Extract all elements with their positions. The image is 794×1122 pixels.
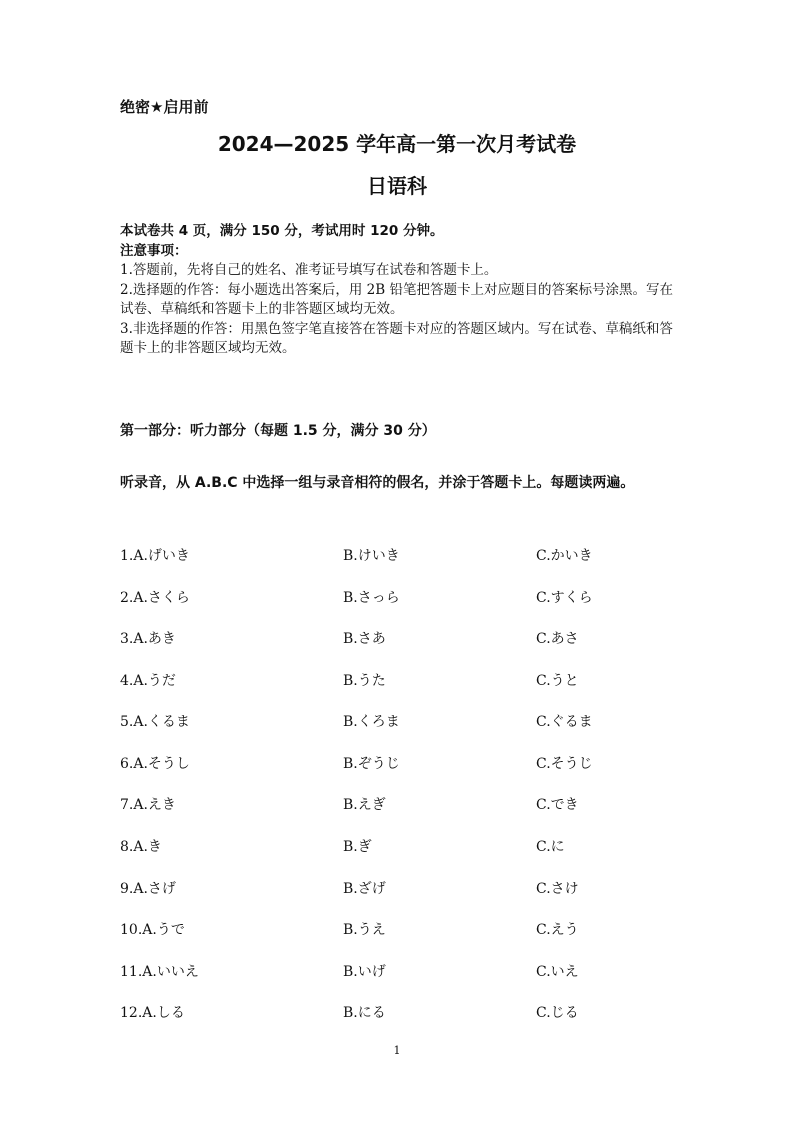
option-c: C.すくら bbox=[536, 590, 593, 606]
question-row bbox=[120, 961, 680, 985]
option-b: B.さあ bbox=[343, 631, 386, 647]
option-b: B.けいき bbox=[343, 548, 400, 564]
option-c: C.でき bbox=[536, 797, 579, 813]
option-c: C.そうじ bbox=[536, 756, 593, 772]
option-b: B.ぞうじ bbox=[343, 756, 400, 772]
exam-summary: 本试卷共 4 页，满分 150 分，考试用时 120 分钟。 bbox=[120, 223, 444, 239]
option-b: B.いげ bbox=[343, 964, 386, 980]
option-a: 6.A.そうし bbox=[120, 756, 190, 772]
exam-info bbox=[120, 222, 680, 359]
option-c: C.いえ bbox=[536, 964, 579, 980]
option-c: C.うと bbox=[536, 673, 579, 689]
option-a: 3.A.あき bbox=[120, 631, 176, 647]
option-c: C.じる bbox=[536, 1005, 579, 1021]
option-b: B.くろま bbox=[343, 714, 400, 730]
option-a: 11.A.いいえ bbox=[120, 964, 199, 980]
option-b: B.うた bbox=[343, 673, 386, 689]
option-c: C.えう bbox=[536, 922, 579, 938]
question-row bbox=[120, 670, 680, 694]
option-b: B.さっら bbox=[343, 590, 400, 606]
option-a: 5.A.くるま bbox=[120, 714, 190, 730]
option-a: 8.A.き bbox=[120, 839, 162, 855]
question-row bbox=[120, 753, 680, 777]
question-row bbox=[120, 587, 680, 611]
option-c: C.ぐるま bbox=[536, 714, 593, 730]
option-a: 7.A.えき bbox=[120, 797, 176, 813]
option-a: 12.A.しる bbox=[120, 1005, 185, 1021]
option-a: 2.A.さくら bbox=[120, 590, 190, 606]
question-row bbox=[120, 836, 680, 860]
note-item: 1.答题前，先将自己的姓名、准考证号填写在试卷和答题卡上。 bbox=[120, 262, 498, 278]
option-b: B.うえ bbox=[343, 922, 386, 938]
option-b: B.ぎ bbox=[343, 839, 372, 855]
question-row bbox=[120, 878, 680, 902]
option-c: C.さけ bbox=[536, 881, 579, 897]
question-row bbox=[120, 1002, 680, 1026]
option-b: B.ざげ bbox=[343, 881, 386, 897]
question-row bbox=[120, 545, 680, 569]
secret-mark: 绝密★启用前 bbox=[120, 98, 209, 116]
option-c: C.かいき bbox=[536, 548, 593, 564]
option-a: 1.A.げいき bbox=[120, 548, 190, 564]
question-row bbox=[120, 794, 680, 818]
option-a: 4.A.うだ bbox=[120, 673, 176, 689]
notes-title: 注意事项： bbox=[120, 242, 188, 259]
note-item: 3.非选择题的作答：用黑色签字笔直接答在答题卡对应的答题区域内。写在试卷、草稿纸和答题卡上的非答题区域均无效。 bbox=[120, 320, 673, 356]
section-instruction: 听录音，从 A.B.C 中选择一组与录音相符的假名，并涂于答题卡上。每题读两遍。 bbox=[120, 475, 635, 491]
option-c: C.あさ bbox=[536, 631, 579, 647]
option-a: 9.A.さげ bbox=[120, 881, 176, 897]
option-b: B.にる bbox=[343, 1005, 386, 1021]
subject-title: 日语科 bbox=[367, 174, 427, 198]
question-row bbox=[120, 628, 680, 652]
option-b: B.えぎ bbox=[343, 797, 386, 813]
page-number: 1 bbox=[393, 1044, 401, 1057]
note-item: 2.选择题的作答：每小题选出答案后，用 2B 铅笔把答题卡上对应题目的答案标号涂黑。写在试卷、草稿纸和答题卡上的非答题区域均无效。 bbox=[120, 281, 673, 317]
option-c: C.に bbox=[536, 839, 565, 855]
option-a: 10.A.うで bbox=[120, 922, 185, 938]
question-row bbox=[120, 919, 680, 943]
exam-title: 2024—2025 学年高一第一次月考试卷 bbox=[217, 132, 577, 156]
question-row bbox=[120, 711, 680, 735]
section-title: 第一部分：听力部分（每题 1.5 分，满分 30 分） bbox=[120, 423, 436, 439]
